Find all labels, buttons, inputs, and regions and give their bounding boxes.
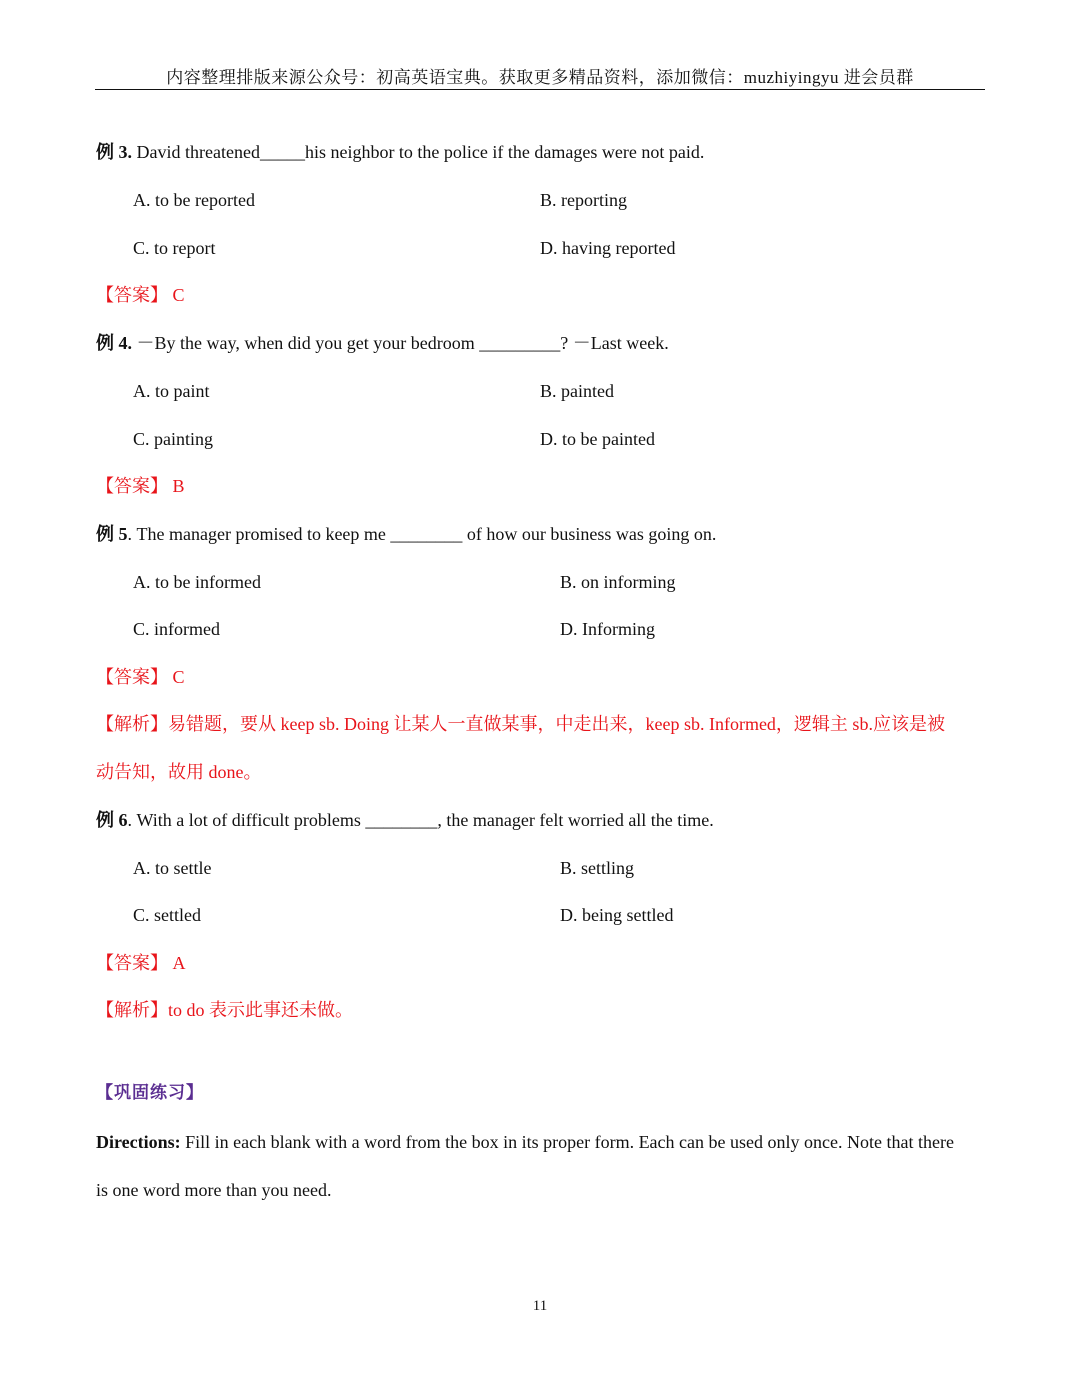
option-b: B. on informing	[560, 572, 676, 592]
practice-heading: 【巩固练习】	[96, 1083, 204, 1102]
option-b: B. painted	[540, 381, 614, 401]
answer-label: 【答案】	[96, 285, 168, 305]
answer-value: B	[168, 476, 185, 496]
directions-line-1	[96, 1130, 954, 1154]
directions-text: Fill in each blank with a word from the box in its proper form. Each can be used only once. Note that there	[180, 1132, 954, 1152]
question-number: 6	[118, 810, 128, 830]
option-a: A. to be informed	[133, 572, 261, 592]
answer-6	[96, 951, 186, 975]
answer-label: 【答案】	[96, 476, 168, 496]
question-text: －By the way, when did you get your bedroom _________? －Last week.	[132, 333, 669, 353]
question-prefix: 例	[96, 524, 119, 544]
question-number: 4.	[118, 333, 132, 353]
header-rule	[95, 89, 985, 90]
option-a: A. to settle	[133, 858, 212, 878]
option-a: A. to be reported	[133, 190, 255, 210]
question-prefix: 例	[96, 142, 119, 162]
directions-label: Directions:	[96, 1132, 181, 1152]
answer-label: 【答案】	[96, 953, 168, 973]
question-number: 3.	[118, 142, 132, 162]
option-d: D. having reported	[540, 238, 676, 258]
question-5	[96, 522, 716, 546]
option-d: D. Informing	[560, 619, 655, 639]
answer-5	[96, 665, 185, 689]
option-c: C. painting	[133, 429, 213, 449]
question-prefix: 例	[96, 810, 119, 830]
option-b: B. settling	[560, 858, 635, 878]
option-a: A. to paint	[133, 381, 210, 401]
question-text: David threatened_____his neighbor to the police if the damages were not paid.	[132, 142, 705, 162]
analysis-5-line-2: 动告知，故用 done。	[96, 762, 262, 782]
option-c: C. to report	[133, 238, 216, 258]
question-text: . With a lot of difficult problems ________, the manager felt worried all the time.	[127, 810, 714, 830]
answer-3	[96, 283, 185, 307]
page-header: 内容整理排版来源公众号：初高英语宝典。获取更多精品资料，添加微信：muzhiyingyu 进会员群	[166, 68, 914, 87]
option-b: B. reporting	[540, 190, 627, 210]
question-3	[96, 140, 704, 164]
answer-4	[96, 474, 185, 498]
answer-value: C	[168, 285, 185, 305]
page-number: 11	[532, 1298, 548, 1314]
question-number: 5	[118, 524, 128, 544]
option-d: D. being settled	[560, 905, 674, 925]
analysis-6: 【解析】to do 表示此事还未做。	[96, 1000, 353, 1020]
question-6	[96, 808, 714, 832]
question-4	[96, 331, 669, 355]
question-text: . The manager promised to keep me ________ of how our business was going on.	[127, 524, 717, 544]
option-c: C. informed	[133, 619, 220, 639]
option-d: D. to be painted	[540, 429, 655, 449]
answer-value: C	[168, 667, 185, 687]
answer-value: A	[168, 953, 186, 973]
answer-label: 【答案】	[96, 667, 168, 687]
question-prefix: 例	[96, 333, 119, 353]
analysis-5-line-1: 【解析】易错题，要从 keep sb. Doing 让某人一直做某事，中走出来，keep sb. Informed，逻辑主 sb.应该是被	[96, 714, 945, 734]
directions-line-2: is one word more than you need.	[96, 1180, 332, 1200]
option-c: C. settled	[133, 905, 201, 925]
